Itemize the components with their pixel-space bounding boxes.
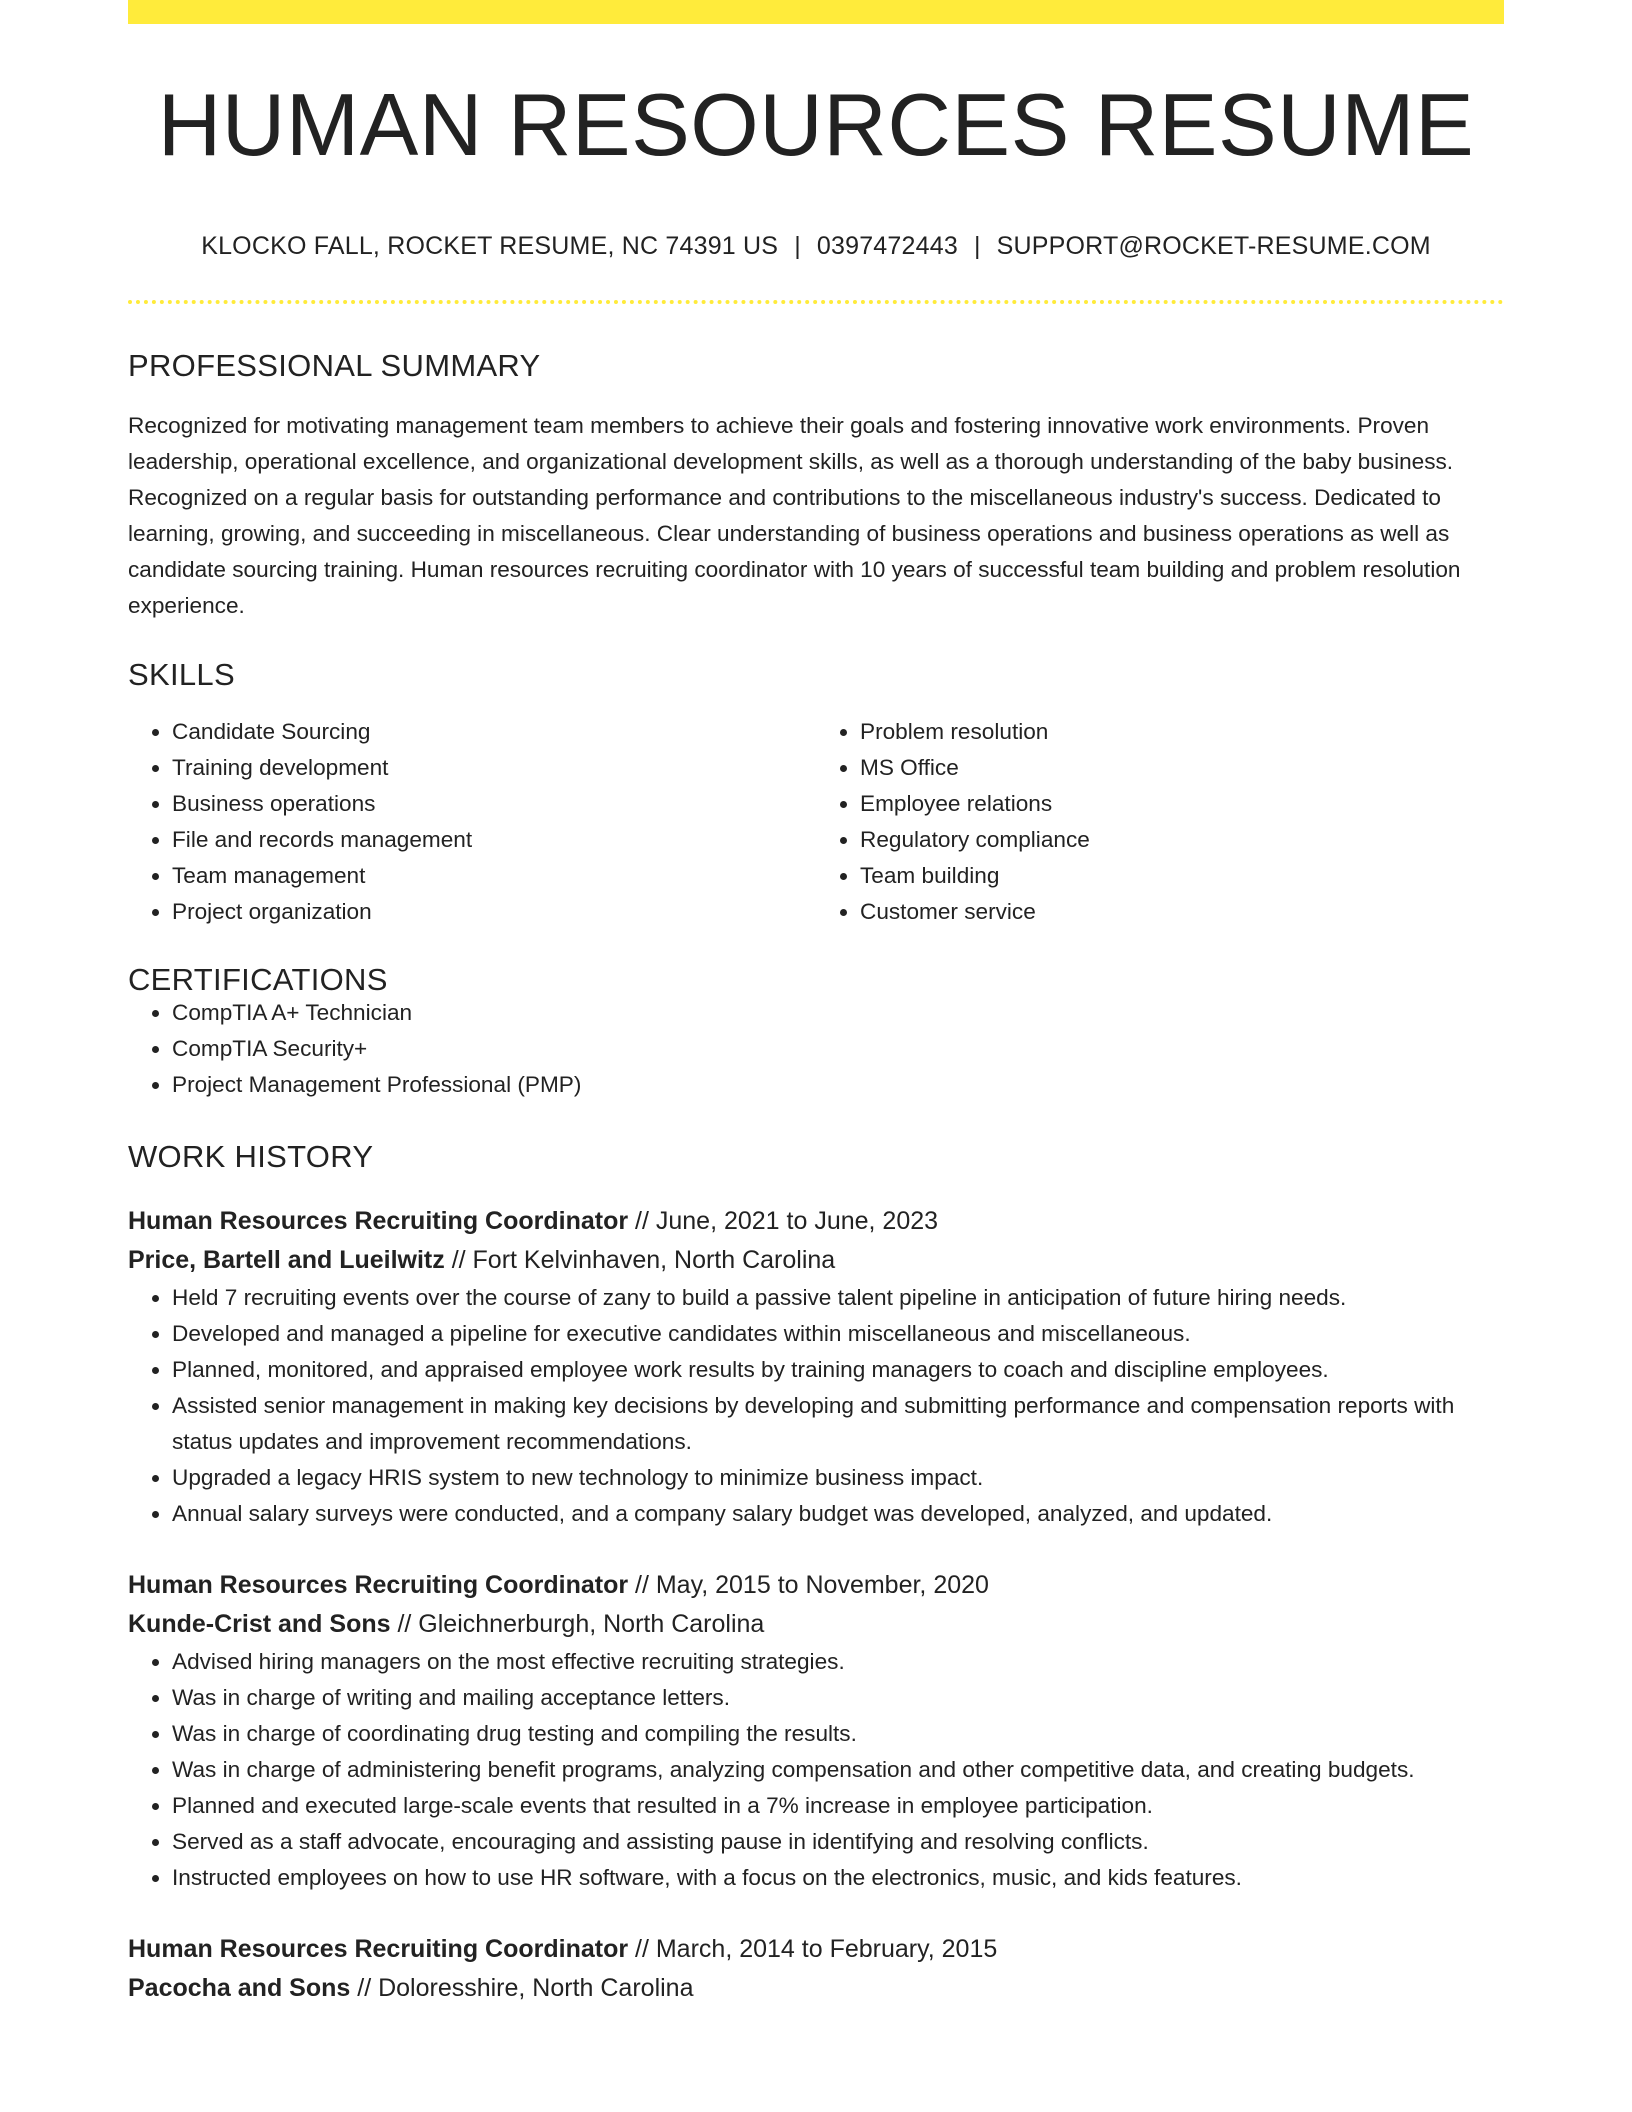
contact-separator: | — [794, 232, 801, 260]
job-bullet: • Upgraded a legacy HRIS system to new technology to minimize business impact. — [172, 1460, 1504, 1496]
skills-grid — [128, 714, 1504, 930]
skill-item: • Training development — [172, 750, 816, 786]
skill-item: • Project organization — [172, 894, 816, 930]
job-location: // Doloresshire, North Carolina — [350, 1974, 694, 2002]
top-accent-bar — [128, 0, 1504, 24]
job-company: Price, Bartell and Lueilwitz — [128, 1246, 445, 1274]
skill-item: • Team building — [860, 858, 1504, 894]
job-location: // Fort Kelvinhaven, North Carolina — [444, 1246, 836, 1274]
job-bullet: • Instructed employees on how to use HR software, with a focus on the electronics, music, and kids features. — [172, 1860, 1504, 1896]
skill-item: • Customer service — [860, 894, 1504, 930]
skills-list-left — [128, 714, 816, 930]
job-bullet: • Held 7 recruiting events over the course of zany to build a passive talent pipeline in anticipation of future hiring needs. — [172, 1280, 1504, 1316]
contact-line — [128, 234, 1504, 259]
skill-item: • Candidate Sourcing — [172, 714, 816, 750]
certifications-heading: CERTIFICATIONS — [128, 962, 388, 997]
job-role-line — [128, 1566, 1504, 1605]
skill-item: • Problem resolution — [860, 714, 1504, 750]
job-company-line — [128, 1969, 1504, 2008]
job-role: Human Resources Recruiting Coordinator — [128, 1571, 629, 1599]
resume-title: HUMAN RESOURCES RESUME — [157, 75, 1475, 174]
job-bullet: • Served as a staff advocate, encouraging and assisting pause in identifying and resolving conflicts. — [172, 1824, 1504, 1860]
skill-item: • MS Office — [860, 750, 1504, 786]
job-bullet: • Advised hiring managers on the most effective recruiting strategies. — [172, 1644, 1504, 1680]
job-bullet: • Planned, monitored, and appraised employee work results by training managers to coach and discipline employees. — [172, 1352, 1504, 1388]
certification-item: • Project Management Professional (PMP) — [172, 1067, 1504, 1103]
job-dates: // May, 2015 to November, 2020 — [628, 1571, 989, 1599]
job-bullet-list — [128, 1280, 1504, 1532]
skill-item: • Business operations — [172, 786, 816, 822]
job-company-line — [128, 1241, 1504, 1280]
summary-heading: PROFESSIONAL SUMMARY — [128, 348, 541, 383]
job-bullet: • Developed and managed a pipeline for executive candidates within miscellaneous and miscellaneous. — [172, 1316, 1504, 1352]
job-dates: // June, 2021 to June, 2023 — [628, 1207, 939, 1235]
certification-item: • CompTIA Security+ — [172, 1031, 1504, 1067]
contact-email: SUPPORT@ROCKET-RESUME.COM — [996, 232, 1431, 260]
job-role: Human Resources Recruiting Coordinator — [128, 1207, 629, 1235]
contact-address: KLOCKO FALL, ROCKET RESUME, NC 74391 US — [201, 232, 779, 260]
skill-item: • Team management — [172, 858, 816, 894]
job-company: Pacocha and Sons — [128, 1974, 351, 2002]
work-history-heading: WORK HISTORY — [128, 1139, 374, 1174]
certification-item: • CompTIA A+ Technician — [172, 995, 1504, 1031]
job-bullet: • Annual salary surveys were conducted, and a company salary budget was developed, analyzed, and updated. — [172, 1496, 1504, 1532]
dotted-divider — [128, 300, 1504, 304]
job-role-line — [128, 1202, 1504, 1241]
certifications-list — [128, 995, 1504, 1103]
summary-text: Recognized for motivating management team members to achieve their goals and fostering innovative work environments. Proven leadership, operational excellence, and organizational development skills, as well as a thorough understanding of the baby business. Recognized on a regular basis for outstanding performance and contributions to the miscellaneous industry's success. Dedicated to learning, growing, and succeeding in miscellaneous. Clear understanding of business operations and business operations as well as candidate sourcing training. Human resources recruiting coordinator with 10 years of successful team building and problem resolution experience. — [128, 413, 1461, 618]
job-bullet: • Planned and executed large-scale events that resulted in a 7% increase in employee participation. — [172, 1788, 1504, 1824]
job-bullet-list — [128, 1644, 1504, 1896]
job-company: Kunde-Crist and Sons — [128, 1610, 391, 1638]
job-bullet: • Was in charge of coordinating drug testing and compiling the results. — [172, 1716, 1504, 1752]
job-dates: // March, 2014 to February, 2015 — [628, 1935, 998, 1963]
contact-separator: | — [973, 232, 981, 260]
skill-item: • Regulatory compliance — [860, 822, 1504, 858]
skill-item: • File and records management — [172, 822, 816, 858]
job-bullet: • Assisted senior management in making key decisions by developing and submitting performance and compensation reports with status updates and improvement recommendations. — [172, 1388, 1504, 1460]
contact-phone: 0397472443 — [816, 232, 958, 260]
job-entry — [128, 1566, 1504, 1896]
skills-heading: SKILLS — [128, 657, 235, 692]
job-location: // Gleichnerburgh, North Carolina — [390, 1610, 765, 1638]
job-role-line — [128, 1930, 1504, 1969]
job-entry — [128, 1202, 1504, 1532]
job-bullet: • Was in charge of writing and mailing acceptance letters. — [172, 1680, 1504, 1716]
job-company-line — [128, 1605, 1504, 1644]
skills-list-right — [816, 714, 1504, 930]
resume-page — [128, 0, 1504, 2008]
job-entry — [128, 1930, 1504, 2008]
job-bullet: • Was in charge of administering benefit programs, analyzing compensation and other competitive data, and creating budgets. — [172, 1752, 1504, 1788]
skill-item: • Employee relations — [860, 786, 1504, 822]
job-role: Human Resources Recruiting Coordinator — [128, 1935, 629, 1963]
